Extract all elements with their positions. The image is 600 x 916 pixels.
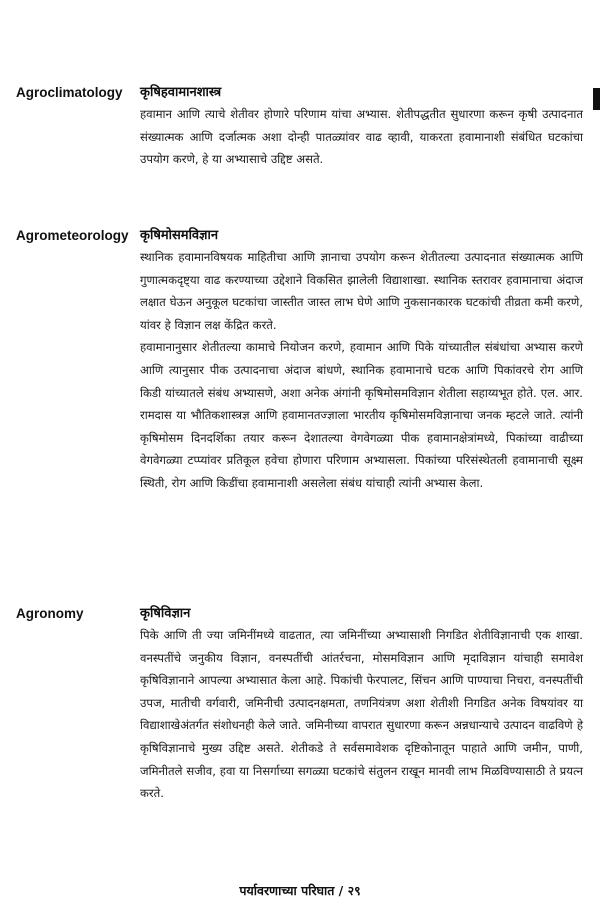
entry-heading: कृषिहवामानशास्त्र bbox=[140, 85, 222, 100]
entry-heading: कृषिविज्ञान bbox=[140, 606, 191, 621]
page-edge-marker bbox=[593, 88, 600, 110]
entry-definition bbox=[140, 624, 583, 805]
entry-term: Agronomy bbox=[16, 606, 84, 621]
definition-paragraph: पिके आणि ती ज्या जमिनींमध्ये वाढतात, त्या जमिनींच्या अभ्यासाशी निगडित शेतीविज्ञानाची एक शाखा. वनस्पतींचे जनुकीय विज्ञान, वनस्पतींची आंतर्रचना, मोसमविज्ञान आणि मृदाविज्ञान यांचाही समावेश कृषिविज्ञानाने आपल्या अभ्यासात केला आहे. पिकांची फेरपालट, सिंचन आणि पाण्याचा निचरा, वनस्पतींची उपज, मातीची वर्गवारी, जमिनीची उत्पादनक्षमता, तणनियंत्रण अशा शेतीशी निगडित अनेक विषयांवर या विद्याशाखेअंतर्गत संशोधनही केले जाते. जमिनीच्या वापरात सुधारणा करून अन्नधान्याचे उत्पादन वाढविणे हे कृषिविज्ञानाचे मुख्य उद्दिष्ट असते. शेतीकडे ते सर्वसमावेशक दृष्टिकोनातून पाहाते आणि जमीन, पाणी, जमिनीतले सजीव, हवा या निसर्गाच्या सगळ्या घटकांचे संतुलन राखून मानवी लाभ मिळविण्यासाठी ते प्रयत्न करते. bbox=[140, 628, 583, 801]
entry-term: Agrometeorology bbox=[16, 228, 129, 243]
definition-paragraph: स्थानिक हवामानविषयक माहितीचा आणि ज्ञानाचा उपयोग करून शेतीतल्या उत्पादनात संख्यात्मक आणि गुणात्मकदृष्ट्या वाढ करण्याच्या उद्देशाने विकसित झालेली विद्याशाखा. स्थानिक स्तरावर हवामानाचा अंदाज लक्षात घेऊन अनुकूल घटकांचा जास्तीत जास्त लाभ घेणे आणि नुकसानकारक घटकांची तीव्रता कमी करणे, यांवर हे विज्ञान लक्ष केंद्रित करते. bbox=[140, 250, 583, 332]
definition-paragraph: हवामानानुसार शेतीतल्या कामाचे नियोजन करणे, हवामान आणि पिके यांच्यातील संबंधांचा अभ्यास करणे आणि त्यानुसार पीक उत्पादनाचा अंदाज बांधणे, स्थानिक हवामानाचे घटक आणि पिकांवरचे रोग आणि किडी यांच्यातले संबंध अभ्यासणे, अशा अनेक अंगांनी कृषिमोसमविज्ञान शेतीला सहाय्यभूत होते. एल. आर. रामदास या भौतिकशास्त्रज्ञ आणि हवामानतज्ज्ञाला भारतीय कृषिमोसमविज्ञानाचा जनक म्हटले जाते. त्यांनी कृषिमोसम दिनदर्शिका तयार करून देशातल्या वेगवेगळ्या पीक हवामानक्षेत्रांमध्ये, पिकांच्या वाढीच्या वेगवेगळ्या टप्प्यांवर प्रतिकूल हवेचा होणारा परिणाम अभ्यासला. पिकांच्या परिसंस्थेतली हवामानाची सूक्ष्म स्थिती, रोग आणि किडींचा हवामानाशी असलेला संबंध यांचाही त्यांनी अभ्यास केला. bbox=[140, 340, 583, 490]
entry-term: Agroclimatology bbox=[16, 85, 123, 100]
definition-paragraph: हवामान आणि त्याचे शेतीवर होणारे परिणाम यांचा अभ्यास. शेतीपद्धतीत सुधारणा करून कृषी उत्पादनात संख्यात्मक आणि दर्जात्मक अशा दोन्ही पातळ्यांवर वाढ व्हावी, याकरता हवामानाशी संबंधित घटकांचा उपयोग करणे, हे या अभ्यासाचे उद्दिष्ट असते. bbox=[140, 107, 583, 167]
entry-definition bbox=[140, 246, 583, 495]
page-footer: पर्यावरणाच्या परिघात / २९ bbox=[239, 883, 361, 898]
entry-definition bbox=[140, 103, 583, 171]
entry-heading: कृषिमोसमविज्ञान bbox=[140, 228, 219, 243]
